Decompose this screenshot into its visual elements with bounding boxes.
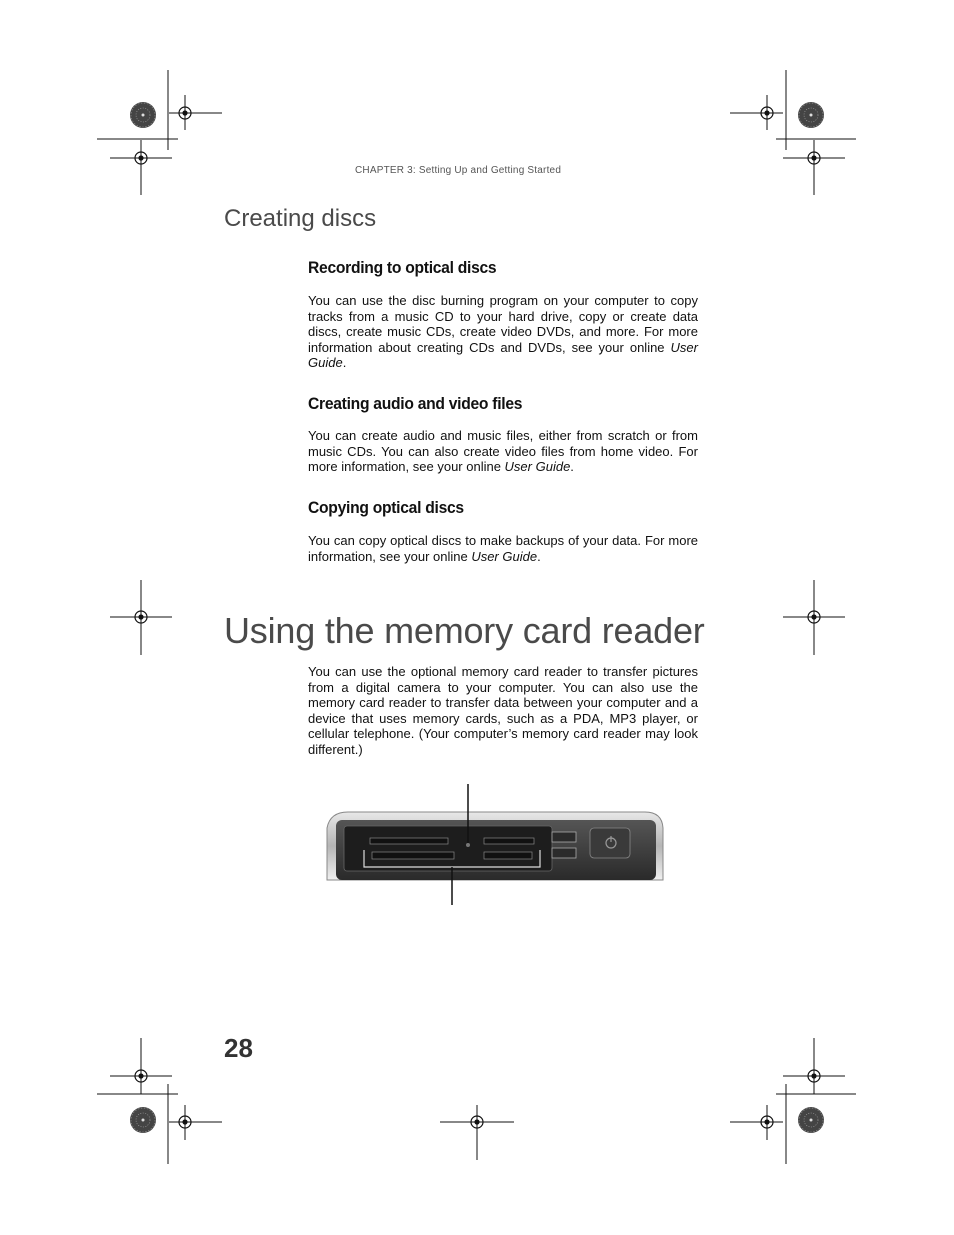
chapter-section-title: Using the memory card reader	[224, 610, 705, 651]
starburst-icon	[798, 102, 824, 128]
user-guide-reference: User Guide	[504, 459, 571, 475]
subsection-heading-copying: Copying optical discs	[308, 498, 464, 517]
starburst-icon	[798, 1107, 824, 1133]
paragraph-recording: You can use the disc burning program on your computer to copy tracks from a music CD to your hard drive, copy or create data discs, create music CDs, create video DVDs, and more. For more information about creating CDs and DVDs, see your online User Guide.	[308, 293, 698, 371]
starburst-icon	[130, 102, 156, 128]
starburst-icon	[130, 1107, 156, 1133]
page-number: 28	[224, 1033, 253, 1063]
subsection-heading-recording: Recording to optical discs	[308, 258, 497, 277]
paragraph-audio-video: You can create audio and music files, either from scratch or from music CDs. You can also create video files from home video. For more information, see your online User Guide.	[308, 428, 698, 475]
user-guide-reference: User Guide	[308, 339, 698, 371]
paragraph-memory-card-reader: You can use the optional memory card reader to transfer pictures from a digital camera to your computer. You can also use the memory card reader to transfer data between your computer and a device that uses memory cards, such as a PDA, MP3 player, or cellular telephone. (Your computer’s memory card reader may look different.)	[308, 664, 698, 757]
user-guide-reference: User Guide	[471, 548, 538, 564]
running-head: CHAPTER 3: Setting Up and Getting Started	[355, 165, 562, 176]
subsection-heading-audio-video: Creating audio and video files	[308, 394, 523, 413]
paragraph-copying: You can copy optical discs to make backups of your data. For more information, see your online User Guide.	[308, 533, 698, 564]
section-title: Creating discs	[224, 205, 377, 232]
